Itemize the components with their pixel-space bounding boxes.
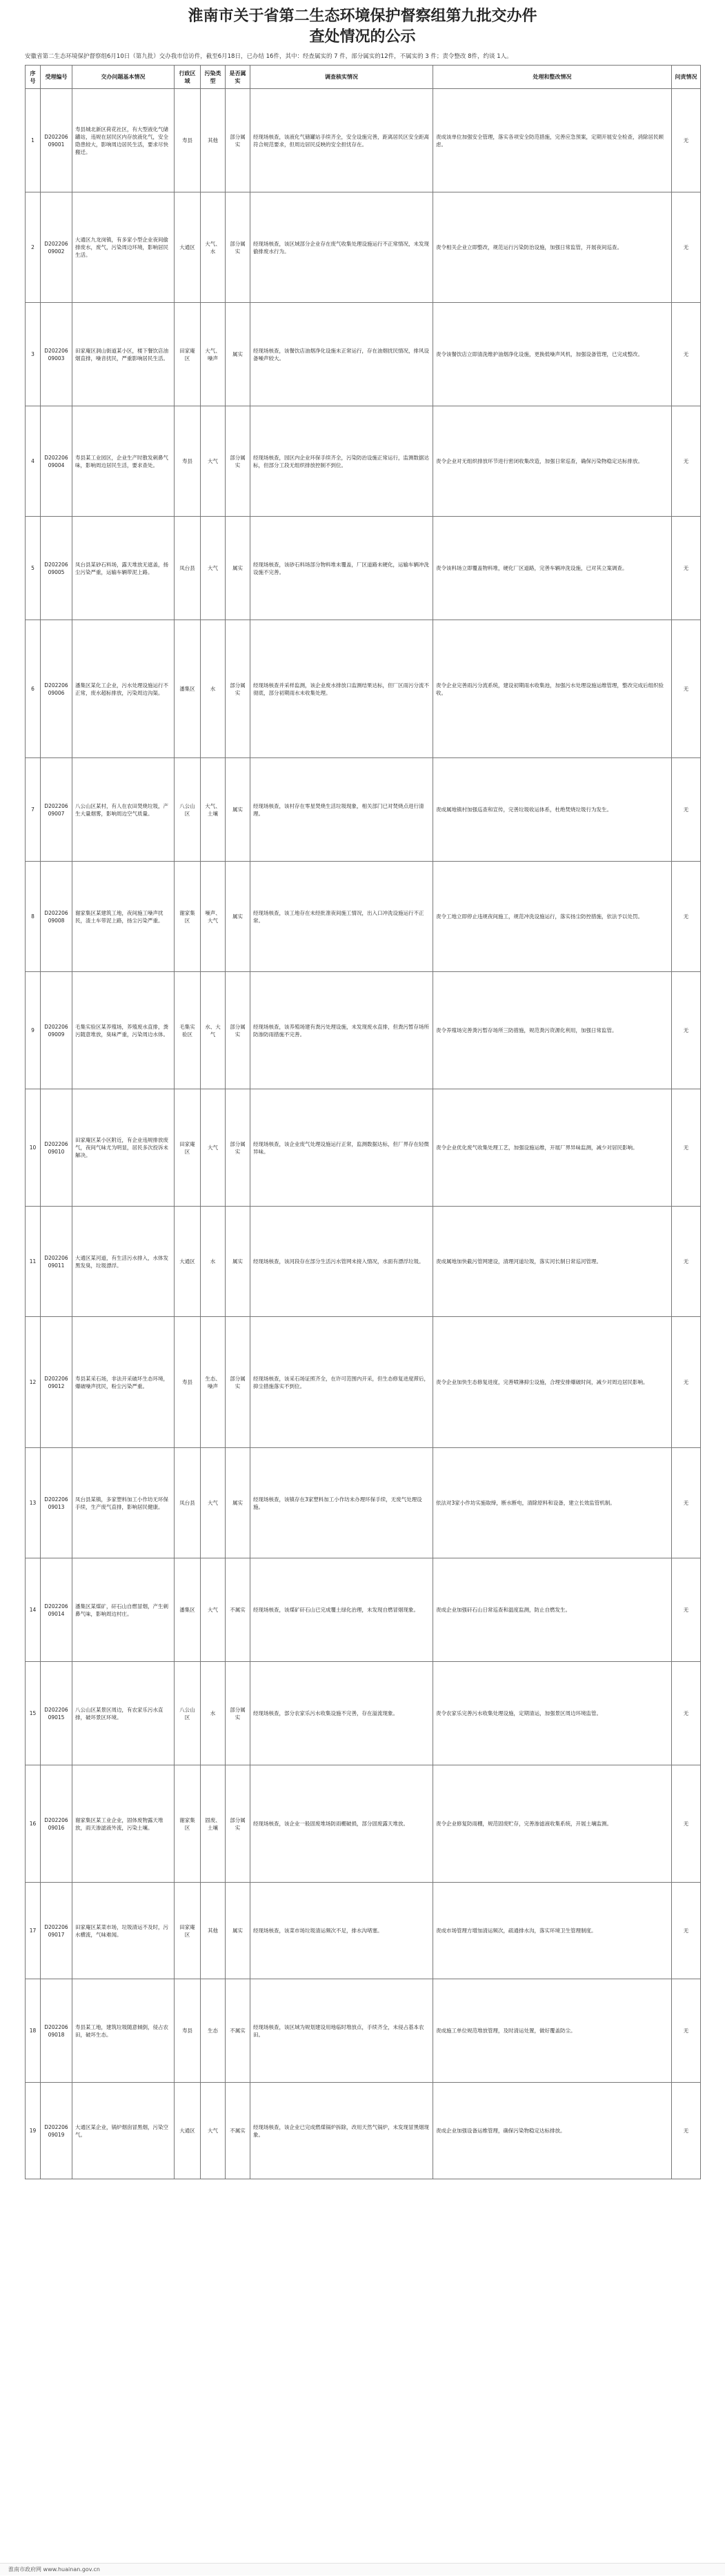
cell-type: 水、大气 bbox=[201, 972, 226, 1089]
cell-problem: 谢家集区某工业企业，固体废物露天堆放，雨天渗滤液外流，污染土壤。 bbox=[72, 1765, 175, 1883]
cell-region: 田家庵区 bbox=[175, 1883, 201, 1979]
cell-code: D20220609015 bbox=[41, 1662, 72, 1765]
cell-accountability: 无 bbox=[672, 2083, 701, 2179]
cell-accountability: 无 bbox=[672, 1883, 701, 1979]
table-row bbox=[26, 1765, 701, 1883]
cell-fact: 属实 bbox=[226, 1448, 250, 1558]
table-header-row bbox=[26, 66, 701, 89]
cell-type: 大气 bbox=[201, 1089, 226, 1207]
cell-investigation: 经现场核查，该区域为规划建设用地临时堆放点，手续齐全，未侵占基本农田。 bbox=[250, 1979, 433, 2083]
cell-type: 大气 bbox=[201, 406, 226, 517]
cell-handling: 责成属地加快截污管网建设，清理河道垃圾，落实河长制日常巡河管理。 bbox=[433, 1207, 672, 1317]
cell-no: 17 bbox=[26, 1883, 41, 1979]
cell-region: 凤台县 bbox=[175, 517, 201, 620]
cell-handling: 责成市场管理方增加清运频次，疏通排水沟，落实环境卫生管理制度。 bbox=[433, 1883, 672, 1979]
cell-type: 大气 bbox=[201, 2083, 226, 2179]
cell-investigation: 经现场核查，部分农家乐污水收集设施不完善，存在溢流现象。 bbox=[250, 1662, 433, 1765]
cell-type: 其他 bbox=[201, 89, 226, 192]
cell-code: D20220609016 bbox=[41, 1765, 72, 1883]
table-row bbox=[26, 1317, 701, 1448]
header-problem: 交办问题基本情况 bbox=[72, 66, 175, 89]
table-row bbox=[26, 89, 701, 192]
cell-region: 大通区 bbox=[175, 1207, 201, 1317]
cell-no: 16 bbox=[26, 1765, 41, 1883]
table-row bbox=[26, 192, 701, 303]
cell-region: 毛集实验区 bbox=[175, 972, 201, 1089]
cell-fact: 部分属实 bbox=[226, 1089, 250, 1207]
cell-fact: 属实 bbox=[226, 303, 250, 406]
cell-investigation: 经现场核查，该养殖场建有粪污处理设施，未发现废水直排，但粪污暂存场所防渗防雨措施不完善。 bbox=[250, 972, 433, 1089]
cell-handling: 责令企业优化废气收集处理工艺，加强设施运维，开展厂界异味监测，减少对居民影响。 bbox=[433, 1089, 672, 1207]
cell-fact: 属实 bbox=[226, 1207, 250, 1317]
cell-problem: 田家庵区某小区附近，有企业违规排放废气，夜间气味尤为明显，居民多次投诉未解决。 bbox=[72, 1089, 175, 1207]
cell-investigation: 经现场核查，该采石场证照齐全，在许可范围内开采，但生态修复进度滞后，抑尘措施落实不到位。 bbox=[250, 1317, 433, 1448]
cell-type: 大气 bbox=[201, 1558, 226, 1662]
cell-region: 八公山区 bbox=[175, 1662, 201, 1765]
table-row bbox=[26, 972, 701, 1089]
cell-code: D20220609004 bbox=[41, 406, 72, 517]
table-row bbox=[26, 517, 701, 620]
cell-accountability: 无 bbox=[672, 1207, 701, 1317]
cell-type: 水 bbox=[201, 1207, 226, 1317]
header-code: 受理编号 bbox=[41, 66, 72, 89]
table-row bbox=[26, 1448, 701, 1558]
cell-problem: 八公山区某景区周边，有农家乐污水直排，破坏景区环境。 bbox=[72, 1662, 175, 1765]
cell-handling: 责成施工单位规范堆放管理，及时清运处置，做好覆盖防尘。 bbox=[433, 1979, 672, 2083]
cell-investigation: 经现场核查，园区内企业环保手续齐全，污染防治设施正常运行，监测数据达标，但部分工段无组织排放控制不到位。 bbox=[250, 406, 433, 517]
table-row bbox=[26, 862, 701, 972]
table-row bbox=[26, 1207, 701, 1317]
cell-code: D20220609003 bbox=[41, 303, 72, 406]
cell-investigation: 经现场核查并采样监测，该企业废水排放口监测结果达标，但厂区雨污分流不彻底，部分初期雨水未收集处理。 bbox=[250, 620, 433, 758]
cell-accountability: 无 bbox=[672, 192, 701, 303]
cell-no: 10 bbox=[26, 1089, 41, 1207]
cell-code: D20220609009 bbox=[41, 972, 72, 1089]
cell-region: 寿县 bbox=[175, 89, 201, 192]
cell-accountability: 无 bbox=[672, 758, 701, 862]
cell-no: 19 bbox=[26, 2083, 41, 2179]
page-title bbox=[0, 0, 725, 47]
table-row bbox=[26, 620, 701, 758]
cell-no: 2 bbox=[26, 192, 41, 303]
cell-accountability: 无 bbox=[672, 1317, 701, 1448]
cell-investigation: 经现场核查，该区域部分企业存在废气收集处理设施运行不正常情况，未发现偷排废水行为。 bbox=[250, 192, 433, 303]
cell-no: 4 bbox=[26, 406, 41, 517]
cell-accountability: 无 bbox=[672, 972, 701, 1089]
cell-fact: 部分属实 bbox=[226, 89, 250, 192]
cell-handling: 依法对3家小作坊实施取缔，断水断电，清除原料和设备，建立长效监管机制。 bbox=[433, 1448, 672, 1558]
cell-code: D20220609006 bbox=[41, 620, 72, 758]
cell-type: 水 bbox=[201, 1662, 226, 1765]
cell-type: 固废、土壤 bbox=[201, 1765, 226, 1883]
cell-problem: 田家庵区某菜市场，垃圾清运不及时，污水横流，气味难闻。 bbox=[72, 1883, 175, 1979]
cell-problem: 凤台县某镇，多家塑料加工小作坊无环保手续，生产废气直排，影响居民健康。 bbox=[72, 1448, 175, 1558]
cell-type: 大气、噪声 bbox=[201, 303, 226, 406]
header-no: 序号 bbox=[26, 66, 41, 89]
cell-accountability: 无 bbox=[672, 620, 701, 758]
cell-region: 大通区 bbox=[175, 192, 201, 303]
cell-fact: 属实 bbox=[226, 1883, 250, 1979]
cell-investigation: 经现场核查，该企业一般固废堆场防雨棚破损，部分固废露天堆放。 bbox=[250, 1765, 433, 1883]
cell-handling: 责令企业完善雨污分流系统，建设初期雨水收集池，加强污水处理设施运维管理，整改完成后组织验收。 bbox=[433, 620, 672, 758]
cell-no: 14 bbox=[26, 1558, 41, 1662]
cell-region: 八公山区 bbox=[175, 758, 201, 862]
cell-fact: 部分属实 bbox=[226, 192, 250, 303]
cell-type: 噪声、大气 bbox=[201, 862, 226, 972]
cell-region: 潘集区 bbox=[175, 620, 201, 758]
cell-handling: 责令养殖场完善粪污暂存场所三防措施，规范粪污资源化利用，加强日常监管。 bbox=[433, 972, 672, 1089]
cell-investigation: 经现场核查，该村存在零星焚烧生活垃圾现象，相关部门已对焚烧点进行清理。 bbox=[250, 758, 433, 862]
cell-accountability: 无 bbox=[672, 517, 701, 620]
cell-fact: 属实 bbox=[226, 758, 250, 862]
table-row bbox=[26, 406, 701, 517]
cell-accountability: 无 bbox=[672, 89, 701, 192]
cell-code: D20220609014 bbox=[41, 1558, 72, 1662]
cell-problem: 凤台县某砂石料场，露天堆放无遮盖，扬尘污染严重，运输车辆带泥上路。 bbox=[72, 517, 175, 620]
results-table bbox=[25, 65, 701, 2179]
cell-type: 大气、水 bbox=[201, 192, 226, 303]
cell-type: 大气、土壤 bbox=[201, 758, 226, 862]
cell-accountability: 无 bbox=[672, 1979, 701, 2083]
cell-region: 谢家集区 bbox=[175, 1765, 201, 1883]
cell-accountability: 无 bbox=[672, 1558, 701, 1662]
cell-region: 谢家集区 bbox=[175, 862, 201, 972]
cell-no: 15 bbox=[26, 1662, 41, 1765]
cell-no: 12 bbox=[26, 1317, 41, 1448]
cell-investigation: 经现场核查，该餐饮店油烟净化设施未正常运行，存在油烟扰民情况，排风设备噪声较大。 bbox=[250, 303, 433, 406]
cell-no: 8 bbox=[26, 862, 41, 972]
cell-accountability: 无 bbox=[672, 1448, 701, 1558]
table-row bbox=[26, 303, 701, 406]
table-row bbox=[26, 1662, 701, 1765]
cell-investigation: 经现场核查，该企业已完成燃煤锅炉拆除，改用天然气锅炉，未发现冒黑烟现象。 bbox=[250, 2083, 433, 2179]
cell-problem: 寿县城北新区荷花社区，有大型液化气储罐站，违规在居民区内存放液化气，安全隐患较大，影响周边居民生活，要求尽快搬迁。 bbox=[72, 89, 175, 192]
cell-investigation: 经现场核查，该企业废气处理设施运行正常，监测数据达标，但厂界存在轻微异味。 bbox=[250, 1089, 433, 1207]
cell-fact: 不属实 bbox=[226, 1979, 250, 2083]
cell-investigation: 经现场核查，该砂石料场部分物料堆未覆盖，厂区道路未硬化，运输车辆冲洗设施不完善。 bbox=[250, 517, 433, 620]
cell-code: D20220609007 bbox=[41, 758, 72, 862]
cell-type: 大气 bbox=[201, 1448, 226, 1558]
cell-code: D20220609005 bbox=[41, 517, 72, 620]
table-row bbox=[26, 758, 701, 862]
cell-no: 7 bbox=[26, 758, 41, 862]
table-body bbox=[26, 89, 701, 2179]
cell-problem: 谢家集区某建筑工地，夜间施工噪声扰民，渣土车带泥上路，扬尘污染严重。 bbox=[72, 862, 175, 972]
table-row bbox=[26, 1558, 701, 1662]
cell-handling: 责成企业加强矸石山日常巡查和温度监测，防止自燃发生。 bbox=[433, 1558, 672, 1662]
cell-fact: 属实 bbox=[226, 517, 250, 620]
cell-fact: 部分属实 bbox=[226, 620, 250, 758]
results-table-wrap bbox=[25, 65, 700, 2179]
cell-fact: 部分属实 bbox=[226, 1765, 250, 1883]
cell-fact: 不属实 bbox=[226, 1558, 250, 1662]
cell-accountability: 无 bbox=[672, 1089, 701, 1207]
cell-accountability: 无 bbox=[672, 303, 701, 406]
header-region: 行政区域 bbox=[175, 66, 201, 89]
cell-investigation: 经现场核查，该镇存在3家塑料加工小作坊未办理环保手续，无废气处理设施。 bbox=[250, 1448, 433, 1558]
cell-no: 9 bbox=[26, 972, 41, 1089]
cell-code: D20220609011 bbox=[41, 1207, 72, 1317]
cell-investigation: 经现场核查，该河段存在部分生活污水管网未接入情况，水面有漂浮垃圾。 bbox=[250, 1207, 433, 1317]
cell-type: 生态、噪声 bbox=[201, 1317, 226, 1448]
header-accountability: 问责情况 bbox=[672, 66, 701, 89]
cell-code: D20220609013 bbox=[41, 1448, 72, 1558]
cell-problem: 潘集区某化工企业，污水处理设施运行不正常，废水超标排放，污染周边沟渠。 bbox=[72, 620, 175, 758]
table-row bbox=[26, 1883, 701, 1979]
table-row bbox=[26, 1979, 701, 2083]
cell-accountability: 无 bbox=[672, 862, 701, 972]
cell-handling: 责令企业对无组织排放环节进行密闭收集改造，加强日常巡查，确保污染物稳定达标排放。 bbox=[433, 406, 672, 517]
cell-handling: 责令该料场立即覆盖物料堆，硬化厂区道路，完善车辆冲洗设施，已对其立案调查。 bbox=[433, 517, 672, 620]
cell-accountability: 无 bbox=[672, 1765, 701, 1883]
cell-handling: 责成该单位加强安全管理，落实各项安全防范措施，完善应急预案，定期开展安全检查，消除居民顾虑。 bbox=[433, 89, 672, 192]
cell-fact: 部分属实 bbox=[226, 1662, 250, 1765]
cell-investigation: 经现场核查，该液化气储罐站手续齐全，安全设施完善，距离居民区安全距离符合规范要求，但周边居民反映的安全担忧存在。 bbox=[250, 89, 433, 192]
cell-fact: 不属实 bbox=[226, 2083, 250, 2179]
cell-code: D20220609008 bbox=[41, 862, 72, 972]
cell-code: D20220609001 bbox=[41, 89, 72, 192]
intro-paragraph: 安徽省第二生态环境保护督察组6月10日（第九批）交办我市信访件，截至6月18日，已办结 16件，其中：经查属实的 7 件，部分属实的12件，不属实的 3 件；责令整改 8件，约谈 1人。 bbox=[25, 53, 513, 60]
cell-region: 寿县 bbox=[175, 406, 201, 517]
cell-problem: 寿县某工业园区，企业生产时散发刺鼻气味，影响周边居民生活，要求查处。 bbox=[72, 406, 175, 517]
page-title-line2: 查处情况的公示 bbox=[309, 28, 416, 46]
cell-handling: 责成企业加强设备运维管理，确保污染物稳定达标排放。 bbox=[433, 2083, 672, 2179]
table-row bbox=[26, 2083, 701, 2179]
cell-investigation: 经现场核查，该煤矿矸石山已完成覆土绿化治理，未发现自燃冒烟现象。 bbox=[250, 1558, 433, 1662]
cell-problem: 大通区某企业，锅炉烟囱冒黑烟，污染空气。 bbox=[72, 2083, 175, 2179]
cell-no: 11 bbox=[26, 1207, 41, 1317]
cell-region: 田家庵区 bbox=[175, 303, 201, 406]
cell-handling: 责成属地镇村加强巡查和宣传，完善垃圾收运体系，杜绝焚烧垃圾行为发生。 bbox=[433, 758, 672, 862]
cell-code: D20220609002 bbox=[41, 192, 72, 303]
cell-region: 大通区 bbox=[175, 2083, 201, 2179]
cell-code: D20220609012 bbox=[41, 1317, 72, 1448]
cell-problem: 田家庵区洞山街道某小区，楼下餐饮店油烟直排，噪音扰民，严重影响居民生活。 bbox=[72, 303, 175, 406]
cell-problem: 毛集实验区某养殖场，养殖废水直排，粪污随意堆放，臭味严重，污染周边水体。 bbox=[72, 972, 175, 1089]
cell-code: D20220609010 bbox=[41, 1089, 72, 1207]
cell-investigation: 经现场核查，该工地存在未经批准夜间施工情况，出入口冲洗设施运行不正常。 bbox=[250, 862, 433, 972]
cell-code: D20220609019 bbox=[41, 2083, 72, 2179]
cell-fact: 属实 bbox=[226, 862, 250, 972]
cell-handling: 责令相关企业立即整改，规范运行污染防治设施，加强日常监管，开展夜间巡查。 bbox=[433, 192, 672, 303]
cell-code: D20220609018 bbox=[41, 1979, 72, 2083]
cell-fact: 部分属实 bbox=[226, 972, 250, 1089]
cell-fact: 部分属实 bbox=[226, 406, 250, 517]
cell-no: 5 bbox=[26, 517, 41, 620]
cell-no: 6 bbox=[26, 620, 41, 758]
cell-handling: 责令该餐饮店立即清洗维护油烟净化设施，更换低噪声风机，加强设备管理，已完成整改。 bbox=[433, 303, 672, 406]
cell-no: 18 bbox=[26, 1979, 41, 2083]
cell-no: 3 bbox=[26, 303, 41, 406]
header-handling: 处理和整改情况 bbox=[433, 66, 672, 89]
page-title-line1: 淮南市关于省第二生态环境保护督察组第九批交办件 bbox=[188, 7, 537, 25]
cell-problem: 大通区某河道，有生活污水排入，水体发黑发臭，垃圾漂浮。 bbox=[72, 1207, 175, 1317]
header-investigation: 调查核实情况 bbox=[250, 66, 433, 89]
cell-handling: 责令企业加快生态修复进度，完善喷淋抑尘设施，合理安排爆破时间，减少对周边居民影响。 bbox=[433, 1317, 672, 1448]
cell-investigation: 经现场核查，该菜市场垃圾清运频次不足，排水沟堵塞。 bbox=[250, 1883, 433, 1979]
cell-region: 凤台县 bbox=[175, 1448, 201, 1558]
cell-accountability: 无 bbox=[672, 1662, 701, 1765]
cell-no: 13 bbox=[26, 1448, 41, 1558]
cell-code: D20220609017 bbox=[41, 1883, 72, 1979]
cell-region: 潘集区 bbox=[175, 1558, 201, 1662]
table-row bbox=[26, 1089, 701, 1207]
cell-no: 1 bbox=[26, 89, 41, 192]
cell-accountability: 无 bbox=[672, 406, 701, 517]
cell-fact: 部分属实 bbox=[226, 1317, 250, 1448]
cell-type: 大气 bbox=[201, 517, 226, 620]
header-fact: 是否属实 bbox=[226, 66, 250, 89]
cell-type: 其他 bbox=[201, 1883, 226, 1979]
cell-problem: 大通区九龙岗镇，有多家小型企业夜间偷排废水，废气，污染周边环境，影响居民生活。 bbox=[72, 192, 175, 303]
cell-handling: 责令工地立即停止违规夜间施工，规范冲洗设施运行，落实扬尘防控措施，依法予以处罚。 bbox=[433, 862, 672, 972]
cell-type: 水 bbox=[201, 620, 226, 758]
cell-problem: 潘集区某煤矿，矸石山自燃冒烟，产生刺鼻气味，影响周边村庄。 bbox=[72, 1558, 175, 1662]
header-type: 污染类型 bbox=[201, 66, 226, 89]
cell-handling: 责令企业修复防雨棚，规范固废贮存，完善渗滤液收集系统，开展土壤监测。 bbox=[433, 1765, 672, 1883]
cell-handling: 责令农家乐完善污水收集处理设施，定期清运，加强景区周边环境监管。 bbox=[433, 1662, 672, 1765]
footer: 淮南市政府网 www.huainan.gov.cn bbox=[0, 2563, 725, 2575]
cell-region: 田家庵区 bbox=[175, 1089, 201, 1207]
cell-region: 寿县 bbox=[175, 1979, 201, 2083]
cell-problem: 寿县某采石场，非法开采破坏生态环境，爆破噪声扰民，粉尘污染严重。 bbox=[72, 1317, 175, 1448]
cell-problem: 寿县某工地，建筑垃圾随意倾倒，侵占农田，破坏生态。 bbox=[72, 1979, 175, 2083]
cell-region: 寿县 bbox=[175, 1317, 201, 1448]
cell-problem: 八公山区某村，有人在农田焚烧垃圾，产生大量烟雾，影响周边空气质量。 bbox=[72, 758, 175, 862]
cell-type: 生态 bbox=[201, 1979, 226, 2083]
